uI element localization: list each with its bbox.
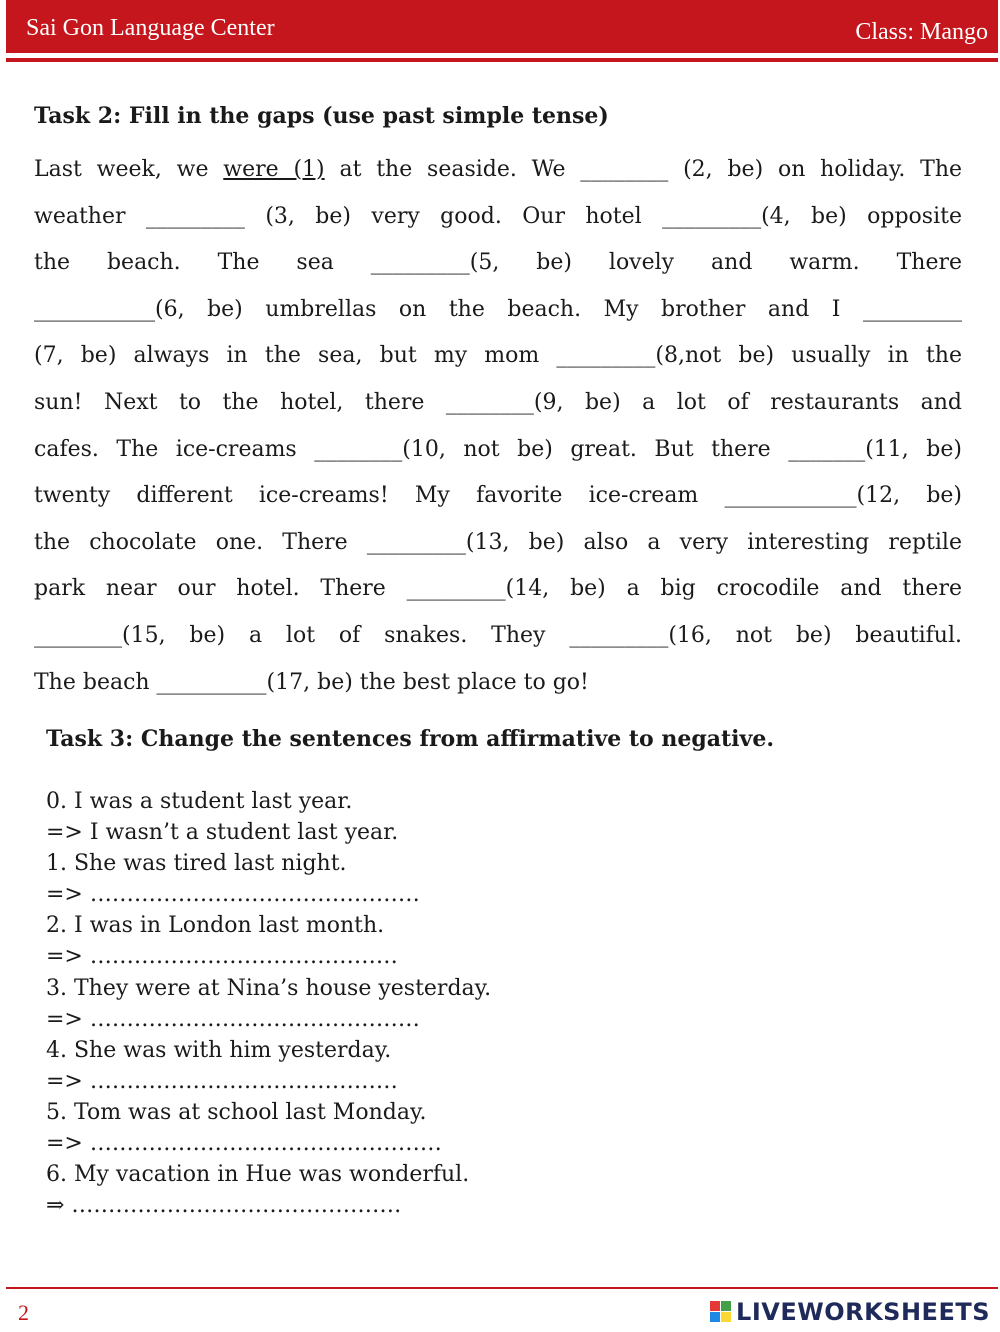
paragraph-line: [34, 147, 962, 194]
paragraph-text: sun! Next to the hotel, there ________(9, be) a lot of restaurants and: [34, 389, 962, 415]
paragraph-line: [34, 473, 962, 520]
paragraph-text: at the seaside. We ________ (2, be) on holiday. The: [324, 157, 963, 182]
sentence-line: 4. She was with him yesterday.: [46, 1037, 392, 1063]
paragraph-text: Last week, we: [34, 157, 224, 182]
sentence-line: 5. Tom was at school last Monday.: [46, 1099, 427, 1125]
task3-exercise-list: [46, 786, 491, 1221]
paragraph-text: park near our hotel. There _________(14, be) a big crocodile and there: [34, 576, 962, 602]
answer-line: => I wasn’t a student last year.: [46, 820, 399, 846]
header-divider: [6, 58, 998, 62]
answer-line: => ………………………………………: [46, 1006, 420, 1032]
paragraph-text: ________(15, be) a lot of snakes. They _________(16, not be) beautiful.: [34, 622, 962, 648]
answer-line: => ……………………………………: [46, 1068, 398, 1094]
task3-title: Task 3: Change the sentences from affirmative to negative.: [46, 726, 774, 752]
sentence-line: 3. They were at Nina’s house yesterday.: [46, 975, 492, 1001]
answer-line: => ……………………………………: [46, 944, 398, 970]
task2-title: Task 2: Fill in the gaps (use past simple tense): [34, 103, 609, 129]
footer-divider: [6, 1287, 998, 1289]
example-answer: were (1): [223, 157, 325, 182]
paragraph-text: the beach. The sea _________(5, be) lovely and warm. There: [34, 250, 962, 276]
answer-line: => …………………………………………: [46, 1131, 442, 1157]
paragraph-line: [34, 287, 962, 334]
answer-line: ⇒ ………………………………………: [46, 1193, 402, 1219]
paragraph-text: twenty different ice-creams! My favorite ice-cream ____________(12, be): [34, 483, 962, 509]
paragraph-line: [34, 660, 962, 707]
logo-icon: [710, 1301, 732, 1323]
paragraph-text: the chocolate one. There _________(13, be) also a very interesting reptile: [34, 529, 962, 555]
paragraph-line: [34, 613, 962, 660]
paragraph-text: weather _________ (3, be) very good. Our hotel _________(4, be) opposite: [34, 203, 962, 229]
task2-paragraph: [34, 147, 962, 706]
paragraph-line: [34, 427, 962, 474]
paragraph-line: [34, 194, 962, 241]
header-bar: [6, 0, 998, 53]
paragraph-text: (7, be) always in the sea, but my mom _________(8,not be) usually in the: [34, 343, 962, 369]
paragraph-line: [34, 333, 962, 380]
page-number: 2: [18, 1300, 29, 1325]
paragraph-text: cafes. The ice-creams ________(10, not be) great. But there _______(11, be): [34, 436, 962, 462]
sentence-line: 1. She was tired last night.: [46, 851, 347, 877]
liveworksheets-logo: [710, 1298, 990, 1326]
class-name: Class: Mango: [855, 19, 988, 45]
sentence-line: 0. I was a student last year.: [46, 789, 353, 814]
paragraph-text: The beach __________(17, be) the best place to go!: [34, 669, 589, 695]
paragraph-line: [34, 520, 962, 567]
paragraph-line: [34, 566, 962, 613]
center-name: Sai Gon Language Center: [26, 15, 275, 41]
paragraph-text: ___________(6, be) umbrellas on the beach. My brother and I _________: [34, 296, 962, 322]
sentence-line: 2. I was in London last month.: [46, 913, 385, 939]
paragraph-line: [34, 380, 962, 427]
brand-text: LIVEWORKSHEETS: [736, 1298, 990, 1326]
answer-line: => ………………………………………: [46, 882, 420, 908]
paragraph-line: [34, 240, 962, 287]
sentence-line: 6. My vacation in Hue was wonderful.: [46, 1162, 470, 1188]
